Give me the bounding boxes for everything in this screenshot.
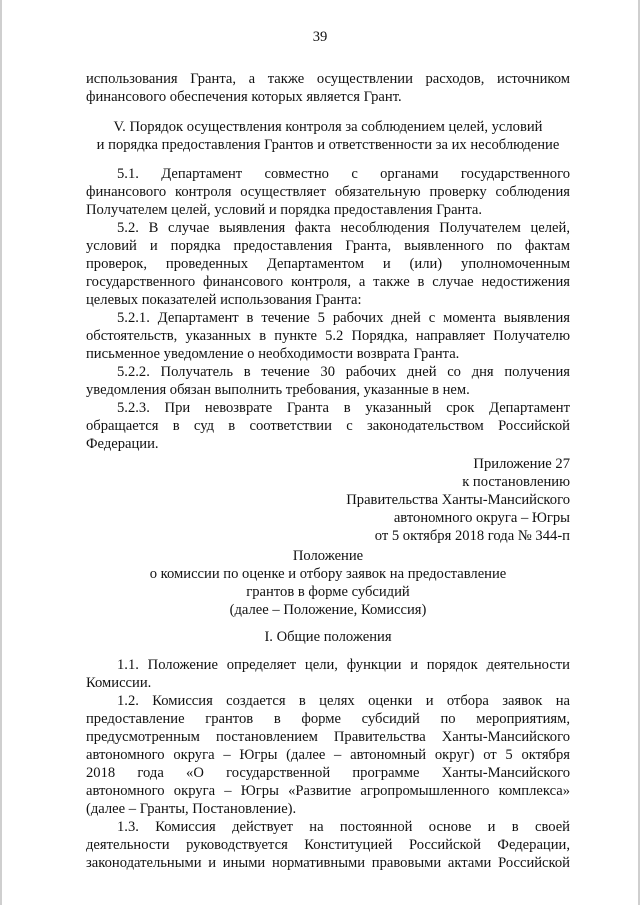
section-heading: I. Общие положения [264,629,392,645]
text-line: обращается в суд в соответствии с законодательством Российской [86,418,570,434]
appendix-line: автономного округа – Югры [393,510,570,526]
text-line: (далее – Гранты, Постановление). [86,801,297,817]
appendix-line: к постановлению [462,474,570,490]
section-heading: и порядка предоставления Грантов и ответственности за их несоблюдение [96,137,560,153]
text-line: 5.2.3. При невозврате Гранта в указанный срок Департамент [117,400,570,416]
text-line: 1.1. Положение определяет цели, функции и порядок деятельности [117,657,570,673]
text-line: 1.2. Комиссия создается в целях оценки и отбора заявок на [117,693,570,709]
page-number: 39 [312,29,328,45]
text-line: 5.2. В случае выявления факта несоблюдения Получателем целей, [117,220,570,236]
appendix-line: Приложение 27 [473,456,570,472]
document-title: о комиссии по оценке и отбору заявок на предоставление [149,566,507,582]
text-line: 2018 года «О государственной программе Ханты-Мансийского [86,765,570,781]
text-line: деятельности руководствуется Конституцией Российской Федерации, [86,837,570,853]
text-line: проверок, проведенных Департаментом и (или) уполномоченным [86,256,570,272]
scan-left-edge [0,0,2,905]
text-line: использования Гранта, а также осуществлении расходов, источником [86,71,570,87]
document-title: грантов в форме субсидий [246,584,410,600]
text-line: 5.2.1. Департамент в течение 5 рабочих дней с момента выявления [117,310,570,326]
text-line: финансового обеспечения которых является Грант. [86,89,402,105]
text-line: финансового контроля осуществляет обязательную проверку соблюдения [86,184,570,200]
section-heading: V. Порядок осуществления контроля за соблюдением целей, условий [113,119,543,135]
appendix-line: от 5 октября 2018 года № 344-п [374,528,570,544]
text-line: предоставление грантов в форме субсидий по мероприятиям, [86,711,570,727]
text-line: предусмотренным постановлением Правительства Ханты-Мансийского [86,729,570,745]
text-line: 5.2.2. Получатель в течение 30 рабочих дней со дня получения [117,364,570,380]
text-line: условий и порядка предоставления Гранта, выявленного по фактам [86,238,570,254]
text-line: Комиссии. [86,675,152,691]
text-line: 1.3. Комиссия действует на постоянной основе и в своей [117,819,570,835]
text-line: уведомления обязан выполнить требования, указанные в нем. [86,382,470,398]
text-line: государственного финансового контроля, а также в случае недостижения [86,274,570,290]
text-line: письменное уведомление о необходимости возврата Гранта. [86,346,460,362]
text-line: автономного округа – Югры (далее – автономный округ) от 5 октября [86,747,570,763]
text-line: автономного округа – Югры «Развитие агропромышленного комплекса» [86,783,570,799]
text-line: Федерации. [86,436,159,452]
text-line: законодательными и иными нормативными правовыми актами Российской [86,855,570,871]
text-line: Получателем целей, условий и порядка предоставления Гранта. [86,202,483,218]
text-line: целевых показателей использования Гранта: [86,292,362,308]
document-title: (далее – Положение, Комиссия) [229,602,427,618]
text-line: 5.1. Департамент совместно с органами государственного [117,166,570,182]
text-line: обстоятельств, указанных в пункте 5.2 Порядка, направляет Получателю [86,328,570,344]
document-title: Положение [292,548,364,564]
appendix-line: Правительства Ханты-Мансийского [346,492,570,508]
